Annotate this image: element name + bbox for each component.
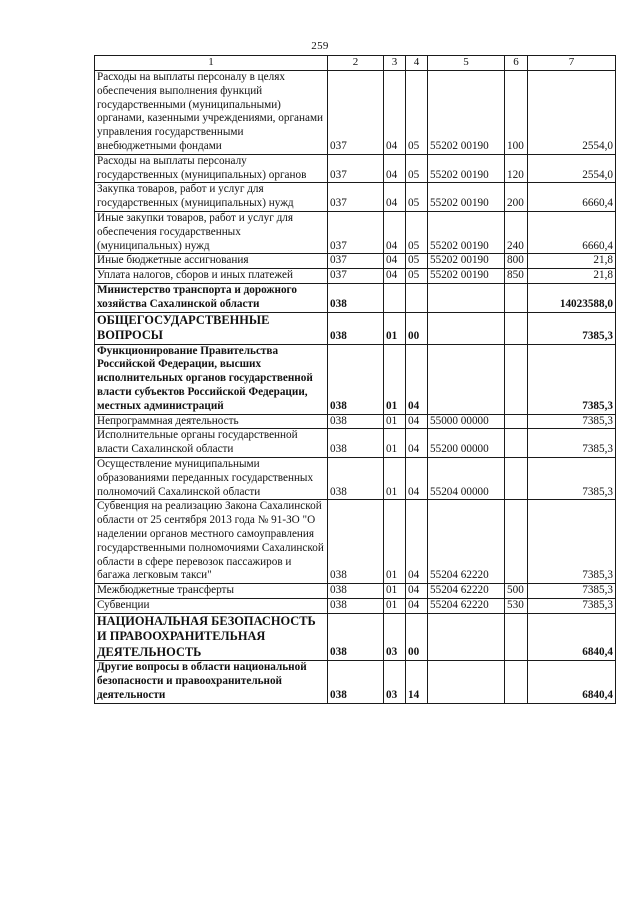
- cell-pr: 04: [406, 598, 428, 613]
- cell-ved: 038: [328, 414, 384, 429]
- cell-pr: [406, 283, 428, 312]
- cell-vr: 530: [505, 598, 528, 613]
- cell-vr: [505, 344, 528, 414]
- cell-vr: 800: [505, 254, 528, 269]
- cell-name: Иные бюджетные ассигнования: [95, 254, 328, 269]
- table-row: [95, 429, 616, 458]
- cell-name: Функционирование Правительства Российской Федерации, высших исполнительных органов государственной власти субъектов Российской Федерации, местных администраций: [95, 344, 328, 414]
- table-row: [95, 312, 616, 344]
- cell-sum: 7385,3: [528, 500, 616, 584]
- cell-ved: 038: [328, 312, 384, 344]
- cell-vr: [505, 429, 528, 458]
- cell-vr: [505, 312, 528, 344]
- cell-rz: 03: [384, 661, 406, 703]
- cell-rz: 04: [384, 269, 406, 284]
- col-header-sum: 7: [528, 56, 616, 71]
- cell-vr: 100: [505, 71, 528, 155]
- cell-pr: 05: [406, 269, 428, 284]
- cell-pr: 05: [406, 211, 428, 253]
- cell-csr: [428, 613, 505, 661]
- cell-rz: 04: [384, 211, 406, 253]
- cell-ved: 037: [328, 71, 384, 155]
- table-row: [95, 584, 616, 599]
- cell-sum: 7385,3: [528, 344, 616, 414]
- cell-csr: 55202 00190: [428, 211, 505, 253]
- cell-name: Министерство транспорта и дорожного хозяйства Сахалинской области: [95, 283, 328, 312]
- cell-csr: [428, 661, 505, 703]
- cell-csr: 55000 00000: [428, 414, 505, 429]
- cell-sum: 7385,3: [528, 598, 616, 613]
- cell-csr: 55202 00190: [428, 183, 505, 212]
- column-number-row: [95, 56, 616, 71]
- table-row: [95, 283, 616, 312]
- cell-name: Непрограммная деятельность: [95, 414, 328, 429]
- cell-csr: [428, 344, 505, 414]
- cell-sum: 6840,4: [528, 613, 616, 661]
- cell-sum: 7385,3: [528, 457, 616, 499]
- cell-rz: 01: [384, 500, 406, 584]
- cell-sum: 6840,4: [528, 661, 616, 703]
- col-header-rz: 3: [384, 56, 406, 71]
- cell-csr: 55200 00000: [428, 429, 505, 458]
- cell-pr: 14: [406, 661, 428, 703]
- table-row: [95, 344, 616, 414]
- cell-rz: [384, 283, 406, 312]
- table-row: [95, 598, 616, 613]
- cell-name: Другие вопросы в области национальной безопасности и правоохранительной деятельности: [95, 661, 328, 703]
- page-number: 259: [311, 40, 329, 52]
- table-row: [95, 154, 616, 183]
- cell-csr: 55204 62220: [428, 598, 505, 613]
- cell-sum: 21,8: [528, 254, 616, 269]
- cell-pr: 00: [406, 613, 428, 661]
- cell-csr: 55204 00000: [428, 457, 505, 499]
- cell-ved: 038: [328, 598, 384, 613]
- cell-name: Межбюджетные трансферты: [95, 584, 328, 599]
- col-header-pr: 4: [406, 56, 428, 71]
- cell-pr: 04: [406, 584, 428, 599]
- cell-pr: 05: [406, 254, 428, 269]
- cell-name: Исполнительные органы государственной власти Сахалинской области: [95, 429, 328, 458]
- cell-ved: 037: [328, 154, 384, 183]
- budget-table: [94, 55, 616, 704]
- cell-vr: 200: [505, 183, 528, 212]
- cell-csr: [428, 312, 505, 344]
- cell-pr: 04: [406, 429, 428, 458]
- cell-pr: 04: [406, 500, 428, 584]
- cell-name: ОБЩЕГОСУДАРСТВЕННЫЕ ВОПРОСЫ: [95, 312, 328, 344]
- table-row: [95, 661, 616, 703]
- cell-name: Иные закупки товаров, работ и услуг для обеспечения государственных (муниципальных) нужд: [95, 211, 328, 253]
- cell-rz: 01: [384, 584, 406, 599]
- col-header-ved: 2: [328, 56, 384, 71]
- cell-ved: 038: [328, 429, 384, 458]
- cell-ved: 038: [328, 661, 384, 703]
- cell-rz: 04: [384, 183, 406, 212]
- cell-ved: 038: [328, 283, 384, 312]
- cell-pr: 04: [406, 414, 428, 429]
- cell-csr: 55202 00190: [428, 254, 505, 269]
- cell-rz: 01: [384, 429, 406, 458]
- cell-name: Расходы на выплаты персоналу в целях обеспечения выполнения функций государственными (муниципальными) органами, казенными учреждениями, органами управления государственными внебюджетными фондами: [95, 71, 328, 155]
- cell-vr: [505, 457, 528, 499]
- cell-sum: 21,8: [528, 269, 616, 284]
- cell-vr: 500: [505, 584, 528, 599]
- cell-pr: 05: [406, 71, 428, 155]
- cell-ved: 037: [328, 269, 384, 284]
- col-header-vr: 6: [505, 56, 528, 71]
- cell-vr: [505, 500, 528, 584]
- table-row: [95, 269, 616, 284]
- cell-ved: 037: [328, 211, 384, 253]
- table-row: [95, 254, 616, 269]
- cell-rz: 01: [384, 598, 406, 613]
- cell-sum: 7385,3: [528, 429, 616, 458]
- table-row: [95, 211, 616, 253]
- col-header-name: 1: [95, 56, 328, 71]
- cell-sum: 6660,4: [528, 211, 616, 253]
- cell-sum: 6660,4: [528, 183, 616, 212]
- cell-rz: 04: [384, 154, 406, 183]
- cell-vr: [505, 661, 528, 703]
- cell-sum: 7385,3: [528, 584, 616, 599]
- cell-rz: 04: [384, 254, 406, 269]
- cell-vr: [505, 283, 528, 312]
- cell-rz: 03: [384, 613, 406, 661]
- cell-rz: 01: [384, 414, 406, 429]
- cell-rz: 01: [384, 344, 406, 414]
- cell-csr: [428, 283, 505, 312]
- cell-vr: [505, 414, 528, 429]
- cell-pr: 04: [406, 344, 428, 414]
- cell-name: Уплата налогов, сборов и иных платежей: [95, 269, 328, 284]
- table-row: [95, 613, 616, 661]
- cell-pr: 04: [406, 457, 428, 499]
- cell-pr: 05: [406, 154, 428, 183]
- table-row: [95, 183, 616, 212]
- cell-pr: 05: [406, 183, 428, 212]
- cell-name: НАЦИОНАЛЬНАЯ БЕЗОПАСНОСТЬ И ПРАВООХРАНИТЕЛЬНАЯ ДЕЯТЕЛЬНОСТЬ: [95, 613, 328, 661]
- cell-ved: 037: [328, 254, 384, 269]
- cell-name: Закупка товаров, работ и услуг для государственных (муниципальных) нужд: [95, 183, 328, 212]
- cell-csr: 55202 00190: [428, 154, 505, 183]
- cell-ved: 038: [328, 457, 384, 499]
- table-row: [95, 500, 616, 584]
- cell-ved: 038: [328, 584, 384, 599]
- cell-ved: 038: [328, 500, 384, 584]
- cell-name: Субвенции: [95, 598, 328, 613]
- cell-ved: 038: [328, 344, 384, 414]
- cell-vr: 120: [505, 154, 528, 183]
- table-row: [95, 457, 616, 499]
- cell-csr: 55202 00190: [428, 269, 505, 284]
- cell-rz: 04: [384, 71, 406, 155]
- cell-sum: 14023588,0: [528, 283, 616, 312]
- col-header-csr: 5: [428, 56, 505, 71]
- cell-ved: 037: [328, 183, 384, 212]
- cell-ved: 038: [328, 613, 384, 661]
- cell-csr: 55204 62220: [428, 500, 505, 584]
- cell-vr: 850: [505, 269, 528, 284]
- cell-sum: 7385,3: [528, 414, 616, 429]
- cell-vr: 240: [505, 211, 528, 253]
- cell-sum: 2554,0: [528, 154, 616, 183]
- cell-vr: [505, 613, 528, 661]
- cell-sum: 7385,3: [528, 312, 616, 344]
- cell-sum: 2554,0: [528, 71, 616, 155]
- cell-rz: 01: [384, 457, 406, 499]
- cell-pr: 00: [406, 312, 428, 344]
- cell-csr: 55204 62220: [428, 584, 505, 599]
- table-row: [95, 414, 616, 429]
- cell-name: Осуществление муниципальными образованиями переданных государственных полномочий Сахалинской области: [95, 457, 328, 499]
- table-row: [95, 71, 616, 155]
- cell-name: Субвенция на реализацию Закона Сахалинской области от 25 сентября 2013 года № 91-ЗО "О наделении органов местного самоуправления государственными полномочиями Сахалинской области в сфере перевозок пассажиров и багажа легковым такси": [95, 500, 328, 584]
- cell-csr: 55202 00190: [428, 71, 505, 155]
- cell-name: Расходы на выплаты персоналу государственных (муниципальных) органов: [95, 154, 328, 183]
- cell-rz: 01: [384, 312, 406, 344]
